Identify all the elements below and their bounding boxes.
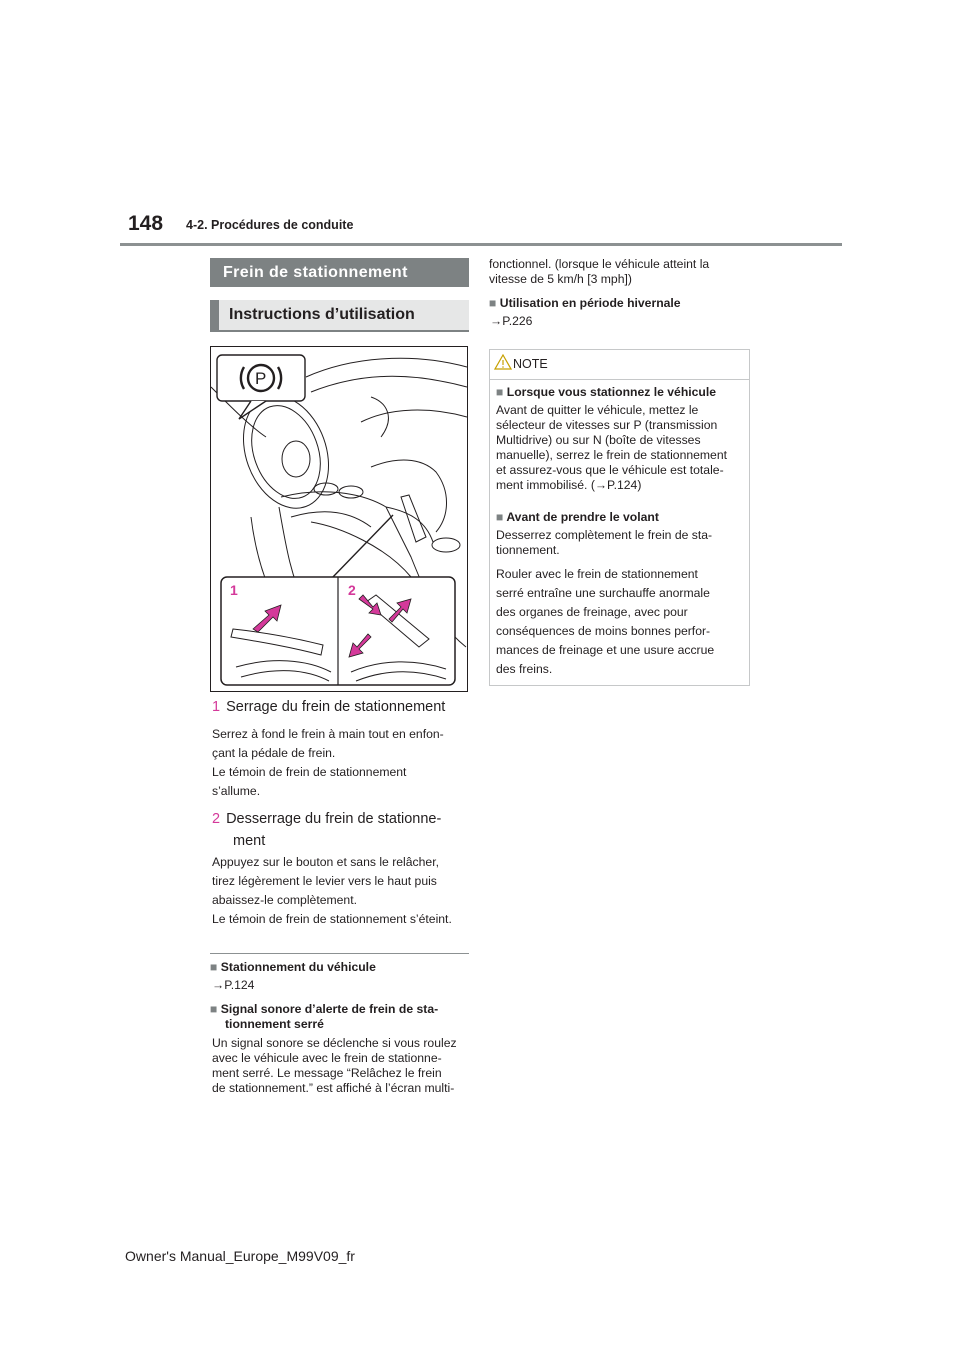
winter-subheading xyxy=(489,294,681,313)
note-title: NOTE xyxy=(513,357,548,371)
step-1-title-text: Serrage du frein de stationnement xyxy=(226,699,446,715)
text-line: Multidrive) ou sur N (boîte de vitesses xyxy=(496,433,701,447)
chapter-heading: Frein de stationnement xyxy=(210,258,469,287)
note-item-2-title xyxy=(496,508,659,527)
alert-subheading-text: Signal sonore d’alerte de frein de sta- xyxy=(220,1002,439,1016)
text-line: fonctionnel. (lorsque le véhicule atteint la xyxy=(489,257,710,271)
alert-body xyxy=(212,1036,457,1096)
text-line: des organes de freinage, avec pour xyxy=(496,605,688,619)
header-divider xyxy=(120,243,842,246)
bullet-mark: ■ xyxy=(210,1002,218,1016)
alert-subheading-text-cont: tionnement serré xyxy=(225,1017,324,1031)
bullet-mark: ■ xyxy=(496,385,504,399)
text-line: manuelle), serrez le frein de stationnement xyxy=(496,448,728,462)
illustration-svg xyxy=(211,347,468,692)
subsection-heading: Instructions d’utilisation xyxy=(210,300,469,332)
text-line: et assurez-vous que le véhicule est totale- xyxy=(496,463,724,477)
text-line: Un signal sonore se déclenche si vous roulez xyxy=(212,1036,457,1050)
step-1-figure-label: 1 xyxy=(230,582,238,598)
note-item-1-title-text: Lorsque vous stationnez le véhicule xyxy=(506,385,717,399)
text-line: Appuyez sur le bouton et sans le relâcher, xyxy=(212,855,439,869)
page-number: 148 xyxy=(128,212,164,235)
step-1-number: 1 xyxy=(212,699,221,715)
bullet-mark: ■ xyxy=(496,510,504,524)
text-line: çant la pédale de frein. xyxy=(212,746,336,760)
text-line: Le témoin de frein de stationnement s’éteint. xyxy=(212,912,452,926)
p-indicator-label: P xyxy=(255,369,267,388)
warning-icon xyxy=(494,354,512,370)
step-2-body xyxy=(212,853,452,929)
text-line: Rouler avec le frein de stationnement xyxy=(496,567,698,581)
text-line: s’allume. xyxy=(212,784,261,798)
text-line: des freins. xyxy=(496,662,553,676)
text-line: serré entraîne une surchauffe anormale xyxy=(496,586,710,600)
note-item-1-body xyxy=(496,403,727,493)
footer-text: Owner's Manual_Europe_M99V09_fr xyxy=(125,1248,355,1264)
parking-brake-illustration xyxy=(210,346,468,692)
section-title: 4-2. Procédures de conduite xyxy=(186,218,354,232)
text-line: vitesse de 5 km/h [3 mph]) xyxy=(489,272,632,286)
text-line: avec le véhicule avec le frein de stationne- xyxy=(212,1051,442,1065)
text-line: Le témoin de frein de stationnement xyxy=(212,765,407,779)
parking-subheading xyxy=(210,958,376,977)
text-line: Desserrez complètement le frein de sta- xyxy=(496,528,713,542)
text-line: tirez légèrement le levier vers le haut puis xyxy=(212,874,437,888)
step-2-figure-label: 2 xyxy=(348,582,356,598)
text-line: Avant de quitter le véhicule, mettez le xyxy=(496,403,699,417)
text-line: mances de freinage et une usure accrue xyxy=(496,643,715,657)
text-line: sélecteur de vitesses sur P (transmission xyxy=(496,418,718,432)
text-line: ment serré. Le message “Relâchez le frein xyxy=(212,1066,442,1080)
section-divider xyxy=(210,953,469,954)
text-line: conséquences de moins bonnes perfor- xyxy=(496,624,711,638)
note-item-2-body-a xyxy=(496,528,712,558)
parking-subheading-text: Stationnement du véhicule xyxy=(220,960,376,974)
text-line: tionnement. xyxy=(496,543,560,557)
note-item-2-body-b xyxy=(496,565,714,679)
step-2-number: 2 xyxy=(212,811,221,827)
step-2-title xyxy=(212,808,441,852)
note-item-2-title-text: Avant de prendre le volant xyxy=(506,510,659,524)
continued-text xyxy=(489,257,709,287)
step-2-title-text-cont: ment xyxy=(233,833,266,849)
bullet-mark: ■ xyxy=(210,960,218,974)
text-line: abaissez-le complètement. xyxy=(212,893,357,907)
winter-subheading-text: Utilisation en période hivernale xyxy=(499,296,681,310)
page-reference-link[interactable]: →P.226 xyxy=(490,314,533,328)
page-reference-link[interactable]: →P.124 xyxy=(212,978,255,992)
text-line: Serrez à fond le frein à main tout en enfon- xyxy=(212,727,444,741)
step-1-body xyxy=(212,725,444,801)
step-2-title-text: Desserrage du frein de stationne- xyxy=(226,811,442,827)
note-item-1-title xyxy=(496,383,716,402)
alert-subheading xyxy=(210,1002,438,1032)
bullet-mark: ■ xyxy=(489,296,497,310)
text-line: ment immobilisé. (→P.124) xyxy=(496,478,642,492)
text-line: de stationnement.” est affiché à l’écran multi- xyxy=(212,1081,455,1095)
step-1-title xyxy=(212,699,445,715)
